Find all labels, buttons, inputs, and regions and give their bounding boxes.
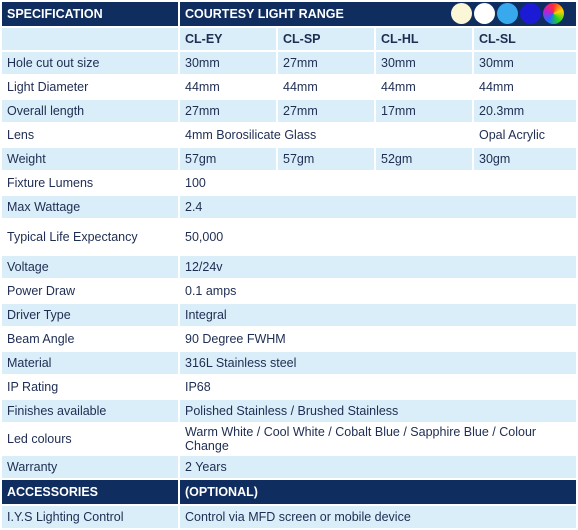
optional-heading: (OPTIONAL) [180, 480, 576, 504]
row-overall-length [2, 100, 576, 122]
row-label: IP Rating [2, 376, 178, 398]
value-cell: 0.1 amps [180, 280, 576, 302]
value-cell: 27mm [180, 100, 276, 122]
value-cell: IP68 [180, 376, 576, 398]
model-row-blank [2, 28, 178, 50]
row-label: Material [2, 352, 178, 374]
value-cell: 44mm [376, 76, 472, 98]
colour-change-swatch-icon [543, 3, 564, 24]
row-weight [2, 148, 576, 170]
row-label: Typical Life Expectancy [2, 220, 178, 254]
sapphire-blue-swatch-icon [520, 3, 541, 24]
row-beam-angle [2, 328, 576, 350]
spec-heading: SPECIFICATION [2, 2, 178, 26]
value-cell: 30gm [474, 148, 576, 170]
colour-swatches [451, 3, 564, 25]
value-cell: 52gm [376, 148, 472, 170]
value-cell: 44mm [474, 76, 576, 98]
row-label: Driver Type [2, 304, 178, 326]
value-cell: Control via MFD screen or mobile device [180, 506, 576, 528]
row-label: Beam Angle [2, 328, 178, 350]
row-label: Overall length [2, 100, 178, 122]
accessories-heading: ACCESSORIES [2, 480, 178, 504]
row-label: Fixture Lumens [2, 172, 178, 194]
row-hole-cut-out [2, 52, 576, 74]
row-label: Hole cut out size [2, 52, 178, 74]
value-cell: 100 [180, 172, 576, 194]
model-row [2, 28, 576, 50]
row-ip-rating [2, 376, 576, 398]
row-label: Warranty [2, 456, 178, 478]
value-cell: Polished Stainless / Brushed Stainless [180, 400, 576, 422]
row-label: Weight [2, 148, 178, 170]
row-max-wattage [2, 196, 576, 218]
row-label: Voltage [2, 256, 178, 278]
row-light-diameter [2, 76, 576, 98]
model-cl-hl: CL-HL [376, 28, 472, 50]
value-cell: 30mm [180, 52, 276, 74]
row-led-colours [2, 424, 576, 454]
value-cell: 30mm [474, 52, 576, 74]
value-cell: 90 Degree FWHM [180, 328, 576, 350]
row-label: Led colours [2, 424, 178, 454]
row-material [2, 352, 576, 374]
value-cell: 316L Stainless steel [180, 352, 576, 374]
value-cell: 17mm [376, 100, 472, 122]
cool-white-swatch-icon [474, 3, 495, 24]
range-heading: COURTESY LIGHT RANGE [180, 2, 576, 26]
value-cell: 57gm [278, 148, 374, 170]
model-cl-sp: CL-SP [278, 28, 374, 50]
value-cell: 2 Years [180, 456, 576, 478]
value-cell: 57gm [180, 148, 276, 170]
row-label: Max Wattage [2, 196, 178, 218]
value-cell: 27mm [278, 100, 374, 122]
value-cell: 27mm [278, 52, 374, 74]
row-lighting-control [2, 506, 576, 528]
row-life-expectancy [2, 220, 576, 254]
row-power-draw [2, 280, 576, 302]
row-voltage [2, 256, 576, 278]
model-cl-sl: CL-SL [474, 28, 576, 50]
value-cell: 44mm [278, 76, 374, 98]
row-fixture-lumens [2, 172, 576, 194]
model-cl-ey: CL-EY [180, 28, 276, 50]
value-cell: 50,000 [180, 220, 576, 254]
row-label: Power Draw [2, 280, 178, 302]
value-cell: Warm White / Cool White / Cobalt Blue / Sapphire Blue / Colour Change [180, 424, 576, 454]
row-label: Finishes available [2, 400, 178, 422]
row-label: Lens [2, 124, 178, 146]
value-cell: 2.4 [180, 196, 576, 218]
cobalt-blue-swatch-icon [497, 3, 518, 24]
value-cell: 4mm Borosilicate Glass [180, 124, 472, 146]
warm-white-swatch-icon [451, 3, 472, 24]
row-warranty [2, 456, 576, 478]
value-cell: 30mm [376, 52, 472, 74]
value-cell: 20.3mm [474, 100, 576, 122]
row-driver-type [2, 304, 576, 326]
value-cell: 44mm [180, 76, 276, 98]
row-label: I.Y.S Lighting Control [2, 506, 178, 528]
value-cell: Opal Acrylic [474, 124, 576, 146]
row-finishes [2, 400, 576, 422]
accessories-header-row [2, 480, 576, 504]
value-cell: Integral [180, 304, 576, 326]
row-lens [2, 124, 576, 146]
row-label: Light Diameter [2, 76, 178, 98]
value-cell: 12/24v [180, 256, 576, 278]
